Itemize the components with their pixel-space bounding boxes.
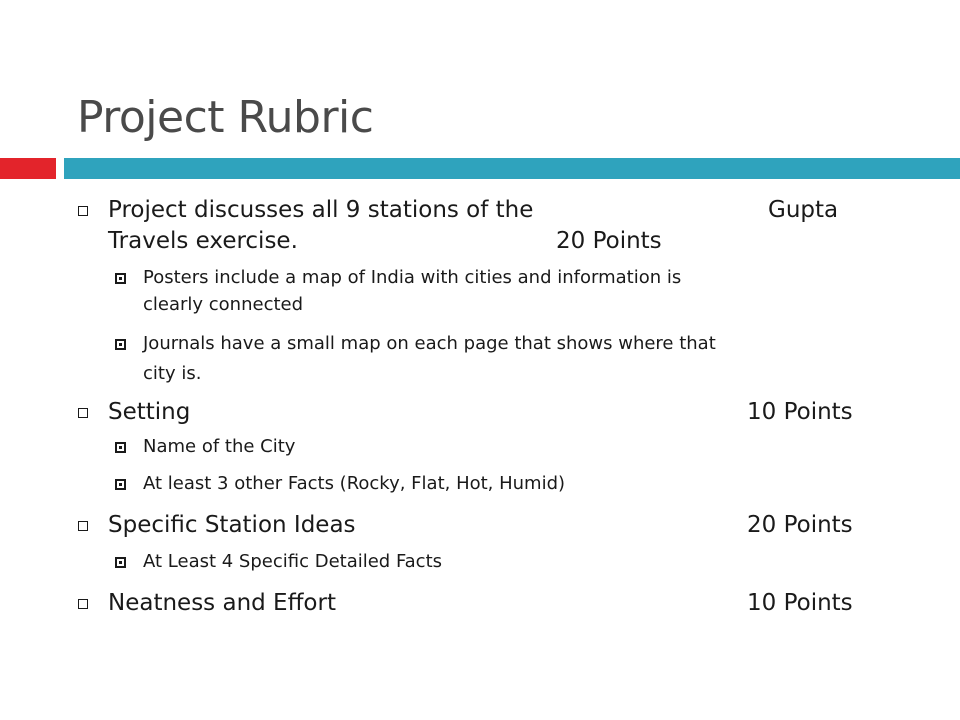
rubric-item-points: 10 Points [747, 399, 853, 425]
rubric-subitem-text: At Least 4 Specific Detailed Facts [143, 551, 443, 572]
hollow-square-bullet-icon [78, 521, 88, 531]
rubric-subitem-text: city is. [143, 363, 202, 384]
rubric-subitem-text: Journals have a small map on each page that shows where that [143, 333, 716, 354]
rubric-item-text: Neatness and Effort [108, 590, 336, 616]
hollow-square-bullet-icon [78, 408, 88, 418]
rubric-subitem-text: clearly connected [143, 294, 304, 315]
rubric-item-text-right: Gupta [768, 197, 839, 223]
rubric-item-points: 10 Points [747, 590, 853, 616]
rubric-item-points: 20 Points [556, 228, 662, 254]
filled-square-bullet-icon [115, 479, 126, 490]
hollow-square-bullet-icon [78, 599, 88, 609]
rubric-item-text-line1: Project discusses all 9 stations of the [108, 197, 534, 223]
rubric-item-text: Specific Station Ideas [108, 512, 356, 538]
rubric-item-text: Setting [108, 399, 191, 425]
rubric-subitem-text: Name of the City [143, 436, 296, 457]
slide-title: Project Rubric [77, 92, 374, 143]
rubric-item-text-line2: Travels exercise. [108, 228, 298, 254]
filled-square-bullet-icon [115, 442, 126, 453]
rubric-subitem-text: At least 3 other Facts (Rocky, Flat, Hot, Humid) [143, 473, 566, 494]
rubric-subitem-text: Posters include a map of India with cities and information is [143, 267, 682, 288]
rubric-item-points: 20 Points [747, 512, 853, 538]
filled-square-bullet-icon [115, 339, 126, 350]
filled-square-bullet-icon [115, 557, 126, 568]
hollow-square-bullet-icon [78, 206, 88, 216]
filled-square-bullet-icon [115, 273, 126, 284]
